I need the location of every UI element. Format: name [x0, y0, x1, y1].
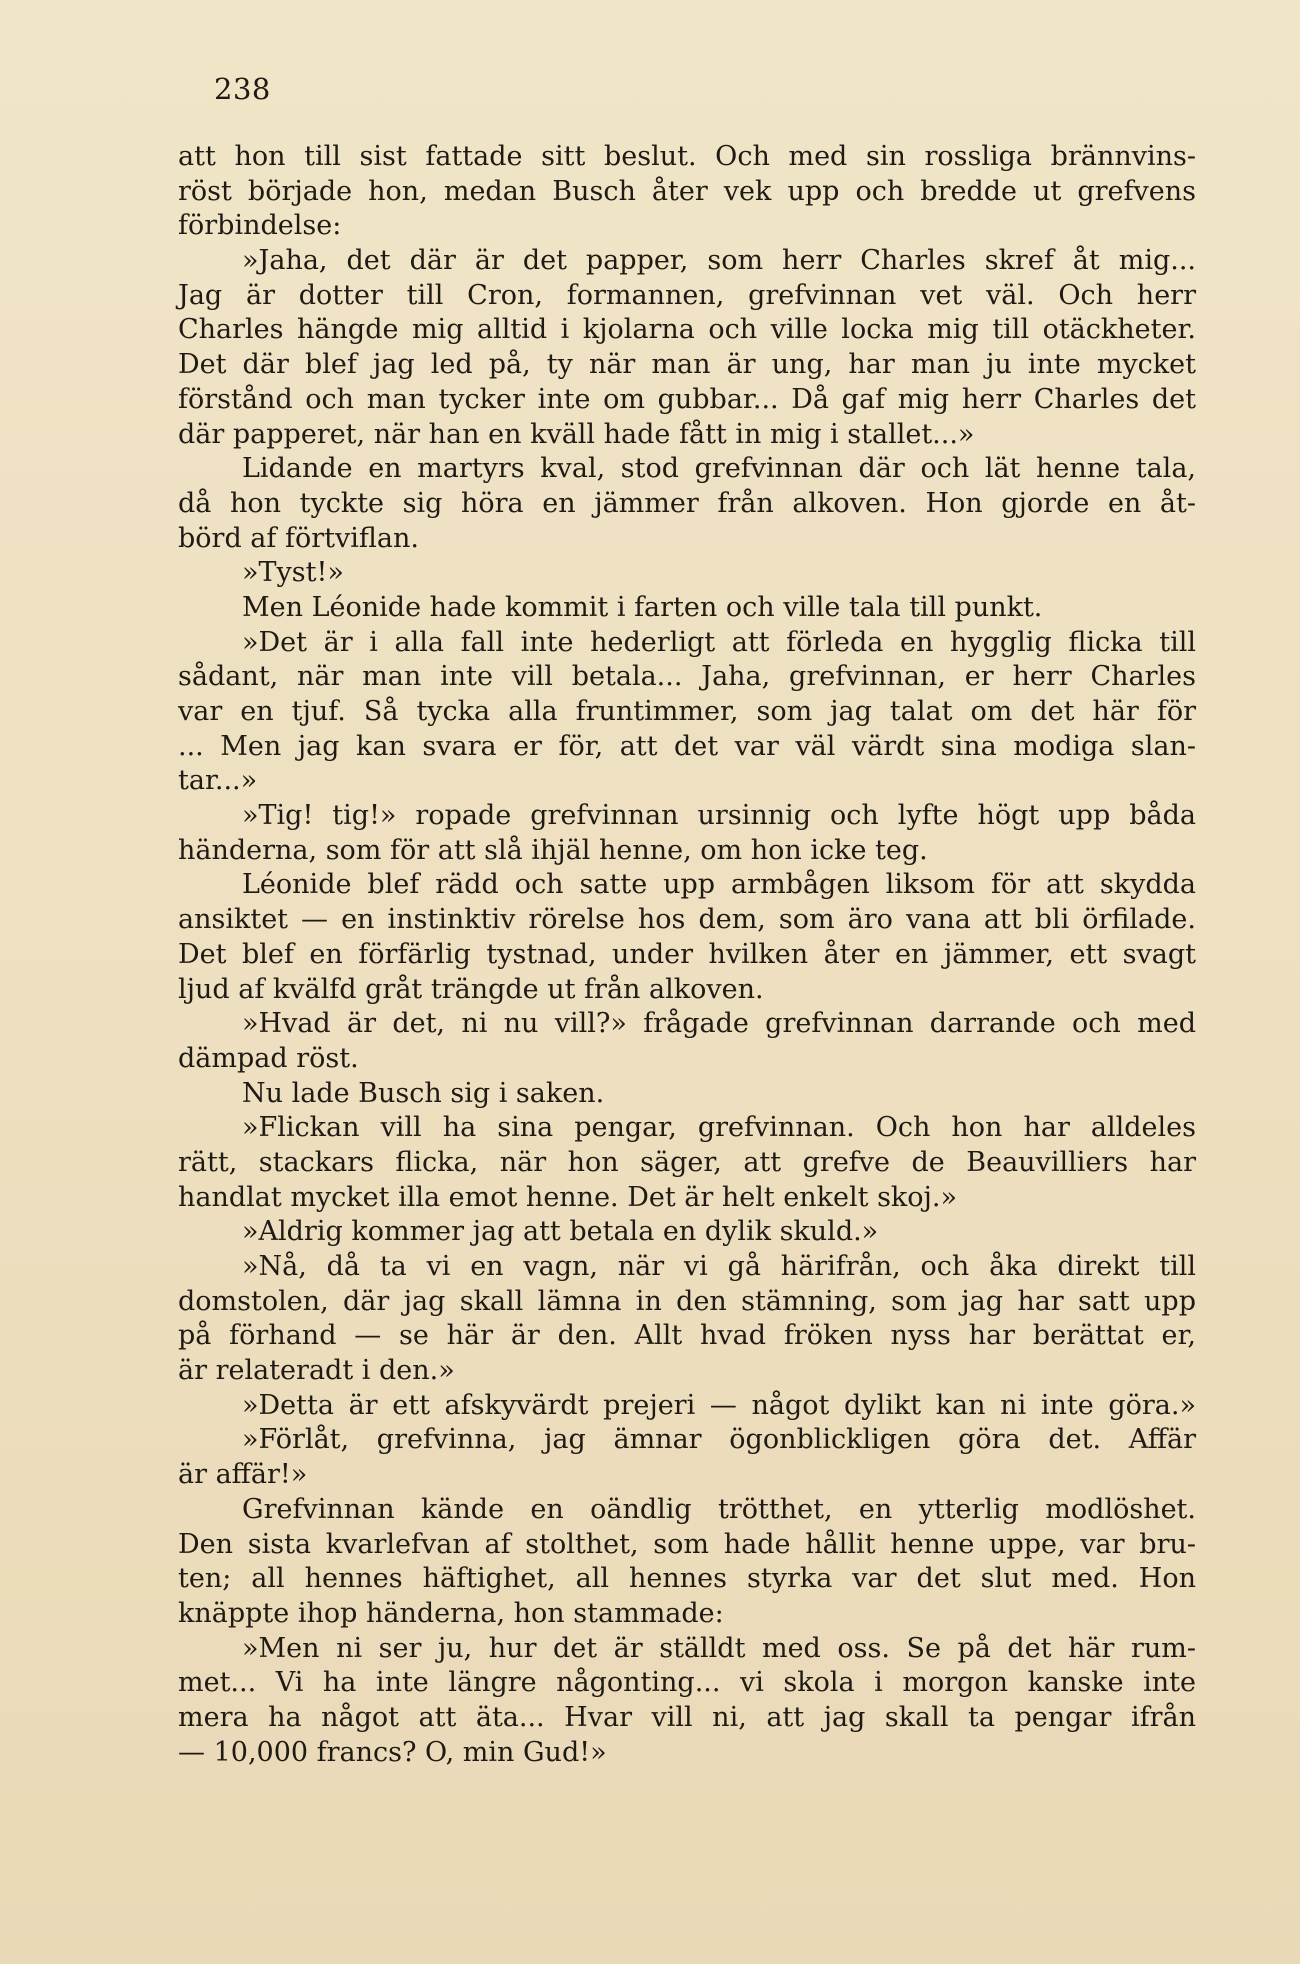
- text-line: knäppte ihop händerna, hon stammade:: [178, 1597, 724, 1629]
- text-line: handlat mycket illa emot henne. Det är helt enkelt skoj.»: [178, 1181, 958, 1213]
- text-line: »Flickan vill ha sina pengar, grefvinnan. Och hon har alldeles: [242, 1112, 1196, 1144]
- text-line: Léonide blef rädd och satte upp armbågen liksom för att skydda: [242, 869, 1196, 901]
- text-line: händerna, som för att slå ihjäl henne, om hon icke teg.: [178, 834, 928, 866]
- text-line: rätt, stackars flicka, när hon säger, att grefve de Beauvilliers har: [178, 1146, 1196, 1178]
- text-line: ten; all hennes häftighet, all hennes styrka var det slut med. Hon: [178, 1563, 1196, 1595]
- text-line: på förhand — se här är den. Allt hvad fröken nyss har berättat er,: [178, 1320, 1196, 1352]
- text-line: var en tjuf. Så tycka alla fruntimmer, som jag talat om det här för: [178, 696, 1196, 727]
- text-line: Grefvinnan kände en oändlig trötthet, en ytterlig modlöshet.: [242, 1493, 1196, 1525]
- body-text: [178, 140, 1196, 1770]
- text-line: dämpad röst.: [178, 1042, 359, 1074]
- text-line: ljud af kvälfd gråt trängde ut från alkoven.: [178, 973, 764, 1005]
- text-line: förbindelse:: [178, 210, 342, 242]
- text-line: är relateradt i den.»: [178, 1355, 455, 1387]
- text-line: »Tyst!»: [242, 557, 344, 589]
- text-line: — 10,000 francs? O, min Gud!»: [178, 1736, 607, 1768]
- text-line: där papperet, när han en kväll hade fått in mig i stallet...»: [178, 418, 975, 450]
- text-line: »Detta är ett afskyvärdt prejeri — något dylikt kan ni inte göra.»: [242, 1389, 1196, 1421]
- text-line: domstolen, där jag skall lämna in den stämning, som jag har satt upp: [178, 1285, 1196, 1317]
- text-line: Nu lade Busch sig i saken.: [242, 1077, 605, 1109]
- text-line: Men Léonide hade kommit i farten och ville tala till punkt.: [242, 591, 1043, 623]
- text-line: Det där blef jag led på, ty när man är ung, har man ju inte mycket: [178, 349, 1196, 381]
- text-line: ansiktet — en instinktiv rörelse hos dem, som äro vana att bli örfilade.: [178, 904, 1196, 936]
- text-line: mera ha något att äta... Hvar vill ni, att jag skall ta pengar ifrån: [178, 1701, 1196, 1733]
- text-line: »Aldrig kommer jag att betala en dylik skuld.»: [242, 1216, 879, 1248]
- text-line: förstånd och man tycker inte om gubbar... Då gaf mig herr Charles det: [178, 383, 1196, 415]
- text-line: tar...»: [178, 765, 258, 797]
- text-line: sådant, när man inte vill betala... Jaha, grefvinnan, er herr Charles: [178, 661, 1196, 693]
- text-line: Lidande en martyrs kval, stod grefvinnan där och lät henne tala,: [242, 453, 1196, 485]
- text-line: då hon tyckte sig höra en jämmer från alkoven. Hon gjorde en åt-: [178, 487, 1196, 519]
- text-line: Den sista kvarlefvan af stolthet, som hade hållit henne uppe, var bru-: [178, 1528, 1196, 1560]
- text-line: »Förlåt, grefvinna, jag ämnar ögonblickligen göra det. Affär: [242, 1424, 1196, 1456]
- page-number: 238: [214, 72, 271, 106]
- text-line: »Men ni ser ju, hur det är ställdt med oss. Se på det här rum-: [242, 1632, 1196, 1664]
- text-line: »Hvad är det, ni nu vill?» frågade grefvinnan darrande och med: [242, 1008, 1196, 1040]
- text-line: Det blef en förfärlig tystnad, under hvilken åter en jämmer, ett svagt: [178, 938, 1196, 970]
- text-line: börd af förtviflan.: [178, 522, 419, 554]
- text-line: Charles hängde mig alltid i kjolarna och ville locka mig till otäckheter.: [178, 314, 1196, 346]
- text-line: röst började hon, medan Busch åter vek upp och bredde ut grefvens: [178, 175, 1196, 207]
- text-line: ... Men jag kan svara er för, att det var väl värdt sina modiga slan-: [178, 730, 1196, 762]
- text-line: är affär!»: [178, 1459, 308, 1491]
- text-line: »Nå, då ta vi en vagn, när vi gå härifrån, och åka direkt till: [242, 1251, 1196, 1282]
- text-line: »Det är i alla fall inte hederligt att förleda en hygglig flicka till: [242, 626, 1196, 658]
- text-line: Jag är dotter till Cron, formannen, grefvinnan vet väl. Och herr: [178, 279, 1196, 311]
- text-line: met... Vi ha inte längre någonting... vi skola i morgon kanske inte: [178, 1667, 1196, 1699]
- text-line: »Tig! tig!» ropade grefvinnan ursinnig och lyfte högt upp båda: [242, 800, 1196, 832]
- text-line: att hon till sist fattade sitt beslut. Och med sin rossliga brännvins-: [178, 141, 1196, 172]
- text-line: »Jaha, det där är det papper, som herr Charles skref åt mig...: [242, 245, 1196, 277]
